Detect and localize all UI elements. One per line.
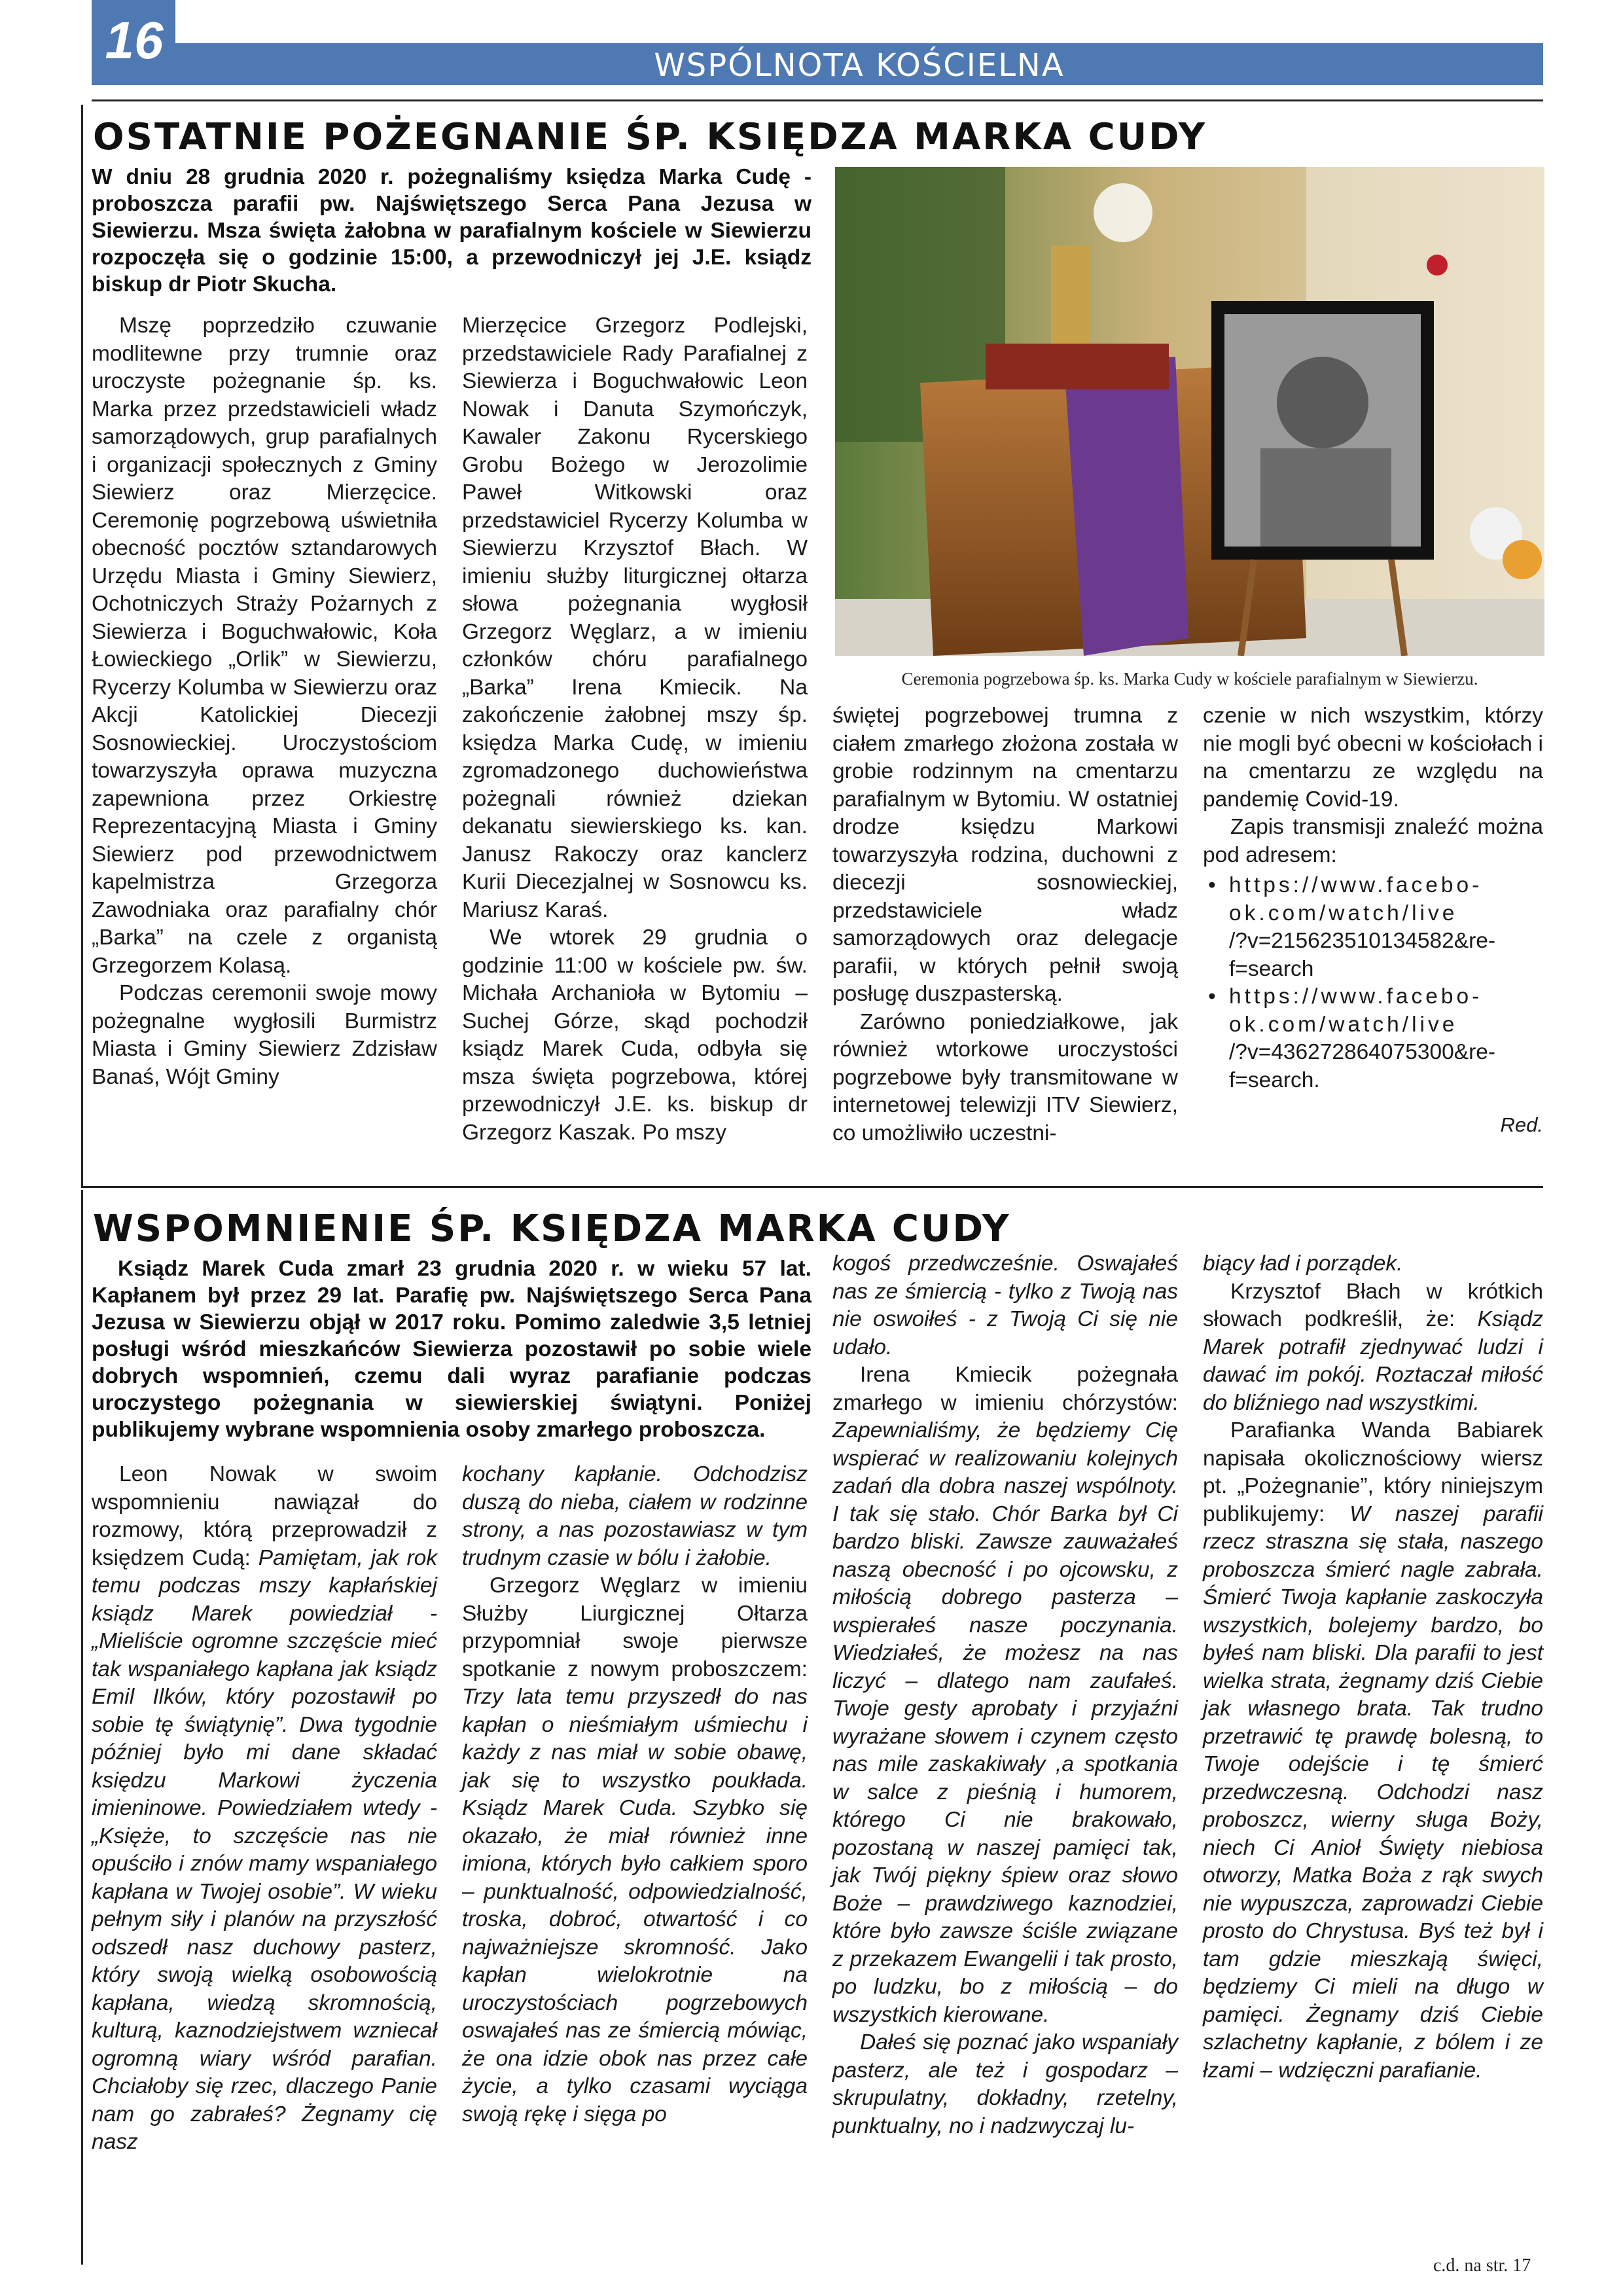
article1-column-1 — [92, 312, 437, 1091]
link1-line-a: • https://www.facebo- — [1229, 873, 1483, 897]
link2-line-c: /?v=436272864075300&re- — [1229, 1040, 1496, 1064]
transmission-link-2[interactable] — [1203, 983, 1543, 1094]
header-underline — [92, 99, 1543, 101]
funeral-photo-illustration — [835, 167, 1544, 656]
poem-pozegnanie: W naszej parafii rzecz straszna się stała, naszego proboszcza śmierć nagle zabrała. Śmierć Twoja kapłanie zaskoczyła wszystkich, bolejemy bardzo, bo byłeś nam bliski. Dla parafii to jest wielka strata, żegnamy dziś Ciebie jak własnego brata. Tak trudno przetrawić tę prawdę bolesną, to Twoje odejście i tę śmierć przedwczesną. Odchodzi nasz proboszcz, wierny sługa Boży, niech Ci Anioł Święty niebiosa otworzy, Matka Boża z rąk swych nie wypuszcza, zaprowadzi Ciebie prosto do Chrystusa. Byś też był i tam gdzie mieszkają święci, będziemy Ci mieli na długo w pamięci. Żegnamy dziś Ciebie szlachetny kapłanie, z bólem i ze łzami – wdzięczni parafianie. — [1203, 1501, 1543, 2083]
krzysztof-blach-quote: Ksiądz Marek potrafił zjednywać ludzi i dawać im pokój. Roztaczał miłość do bliźniego nad wszystkimi. — [1203, 1307, 1543, 1415]
article2-column-3 — [832, 1250, 1178, 2140]
article2-column-4 — [1203, 1250, 1543, 2085]
link1-line-b: ok.com/watch/live — [1229, 901, 1458, 925]
link2-line-d: f=search. — [1229, 1067, 1320, 1092]
wanda-babiarek-intro: Parafianka Wanda Babiarek napisała okolicznościowy wiersz pt. „Pożegnanie”, który niniejszym publikujemy: — [1203, 1418, 1543, 1526]
link1-line-d: f=search — [1229, 956, 1314, 981]
article-separator — [81, 1186, 1543, 1188]
article1-column-2 — [462, 312, 808, 1147]
article2-title: WSPOMNIENIE ŚP. KSIĘDZA MARKA CUDY — [93, 1208, 1011, 1250]
article1-col3-paragraph-2: Zarówno poniedziałkowe, jak również wtorkowe uroczystości pogrzebowe były transmitowane w internetowej telewizji ITV Siewierz, co umożliwiło uczestni- — [832, 1009, 1178, 1145]
article1-col2-paragraph: Mierzęcice Grzegorz Podlejski, przedstawiciele Rady Parafialnej z Siewierza i Boguchwałowic Leon Nowak i Danuta Szymończyk, Kawaler Zakonu Rycerskiego Grobu Bożego w Jerozolimie Paweł Witkowski oraz przedstawiciel Rycerzy Kolumba w Siewierzu Krzysztof Błach. W imieniu służby liturgicznej ołtarza słowa pożegnania wygłosił Grzegorz Węglarz, a w imieniu członków chóru parafialnego „Barka” Irena Kmiecik. Na zakończenie żałobnej mszy śp. księdza Marka Cudę, w imieniu zgromadzonego duchowieństwa pożegnali również dziekan dekanatu siewierskiego ks. kan. Janusz Rakoczy oraz kanclerz Kurii Diecezjalnej w Sosnowcu ks. Mariusz Karaś. — [462, 314, 808, 922]
article1-signature: Red. — [1500, 1113, 1543, 1136]
link1-line-c: /?v=215623510134582&re- — [1229, 929, 1496, 953]
grzegorz-weglarz-quote: Trzy lata temu przyszedł do nas kapłan o nieśmiałym uśmiechu i każdy z nas miał w sobie obawę, jak się to wszystko poukłada. Ksiądz Marek Cuda. Szybko się okazało, że miał również inne imiona, których było całkiem sporo – punktualność, odpowiedzialność, troska, dobroć, otwartość i co najważniejsze skromność. Jako kapłan wielokrotnie na uroczystościach pogrzebowych oswajałeś nas ze śmiercią mówiąc, że ona idzie obok nas przez całe życie, a tylko czasami wyciąga swoją rękę i sięga po — [462, 1685, 808, 2126]
irena-kmiecik-quote: Zapewnialiśmy, że będziemy Cię wspierać w realizowaniu kolejnych zadań dla dobra naszej wspólnoty. I tak się stało. Chór Barka był Ci bardzo bliski. Zawsze zauważałeś naszą obecność i po ojcowsku, z miłością dobrego pasterza – wspierałeś nasze poczynania. Wiedziałeś, że możesz na nas liczyć – dlatego nam zaufałeś. Twoje gesty aprobaty i przyjaźni wyrażane słowem i czynem często nas mile zaskakiwały ,a spotkania w salce z pieśnią i humorem, którego Ci nie brakowało, pozostaną w naszej pamięci tak, jak Twój piękny śpiew oraz słowo Boże – prawdziwego kaznodziei, które było zawsze ściśle związane z przekazem Ewangelii i tak prosto, po ludzku, bo z miłością – do wszystkich kierowane. — [832, 1418, 1178, 2027]
article2-lead: Ksiądz Marek Cuda zmarł 23 grudnia 2020 r. w wieku 57 lat. Kapłanem był przez 29 lat. Parafię pw. Najświętszego Serca Pana Jezusa w Siewierzu objął w 2017 roku. Pomimo zaledwie 3,5 letniej posługi wśród mieszkańców Siewierza pozostawił po sobie wiele dobrych wspomnień, czemu dali wyraz parafianie podczas uroczystego pożegnania w siewierskiej świątyni. Poniżej publikujemy wybrane wspomnienia osoby zmarłego proboszcza. — [92, 1257, 812, 1442]
funeral-photo — [835, 167, 1544, 656]
link2-line-a: • https://www.facebo- — [1229, 984, 1483, 1009]
article2-col4-paragraph — [1203, 1278, 1543, 1418]
grzegorz-weglarz-intro: Grzegorz Węglarz w imieniu Służby Liurgicznej Ołtarza przypomniał swoje pierwsze spotkanie z nowym proboszczem: — [462, 1573, 808, 1681]
article1-left-rule — [81, 105, 83, 1187]
continued-note: c.d. na str. 17 — [1433, 2255, 1531, 2276]
article1-column-4 — [1203, 702, 1543, 1139]
article1-column-3 — [832, 702, 1178, 1147]
article2-col2-paragraph — [462, 1572, 808, 2128]
leon-nowak-intro: Leon Nowak w swoim wspomnieniu nawiązał do rozmowy, którą przeprowadził z księdzem Cudą: — [92, 1462, 437, 1570]
article1-lead: W dniu 28 grudnia 2020 r. pożegnaliśmy księdza Marka Cudę - proboszcza parafii pw. Najświętszego Serca Pana Jezusa w Siewierzu. Msza święta żałobna w parafialnym kościele w Siewierzu rozpoczęła się o godzinie 15:00, a przewodniczył jej J.E. ksiądz biskup dr Piotr Skucha. — [92, 165, 812, 296]
article1-title: OSTATNIE POŻEGNANIE ŚP. KSIĘDZA MARKA CUDY — [93, 116, 1207, 158]
article2-col2-quote-continued: kochany kapłanie. Odchodzisz duszą do nieba, ciałem w rodzinne strony, a nas pozostawiasz w tym trudnym czasie w bólu i żałobie. — [462, 1462, 808, 1570]
link2-line-b: ok.com/watch/live — [1229, 1012, 1458, 1037]
article2-col4-quote-continued: biący ład i porządek. — [1203, 1251, 1403, 1276]
section-title: WSPÓLNOTA KOŚCIELNA — [654, 47, 1065, 84]
article2-col3-paragraph — [832, 1361, 1178, 2029]
transmission-link-1[interactable] — [1203, 872, 1543, 983]
article2-col4-paragraph-2 — [1203, 1417, 1543, 2085]
article1-col2-paragraph-2: We wtorek 29 grudnia o godzinie 11:00 w kościele pw. św. Michała Archanioła w Bytomiu – Suchej Górze, skąd pochodził ksiądz Marek Cuda, odbyła się msza święta pogrzebowa, której przewodniczył J.E. ks. biskup dr Grzegorz Kaszak. Po mszy — [462, 925, 808, 1145]
transmission-links — [1203, 872, 1543, 1094]
leon-nowak-quote: Pamiętam, jak rok temu podczas mszy kapłańskiej ksiądz Marek powiedział - „Mieliście ogromne szczęście mieć tak wspaniałego kapłana jak ksiądz Emil Ilków, który pozostawił po sobie tę świątynię”. Dwa tygodnie później było mi dane składać księdzu Markowi życzenia imieninowe. Powiedziałem wtedy - „Księże, to szczęście nas nie opuściło i znów mamy wspaniałego kapłana w Twojej osobie”. W wieku pełnym siły i planów na przyszłość odszedł nasz duchowy pasterz, który swoją wielką osobowością kapłana, wiedzą skromnością, kulturą, kaznodziejstwem wzniecał ogromną wiary wśród parafian. Chciałoby się rzec, dlaczego Panie nam go zabrałeś? Żegnamy cię nasz — [92, 1545, 437, 2154]
krzysztof-blach-intro: Krzysztof Błach w krótkich słowach podkreślił, że: — [1203, 1279, 1543, 1331]
article2-column-2 — [462, 1461, 808, 2128]
article1-col4-paragraph: czenie w nich wszystkim, którzy nie mogli być obecni w kościołach i na cmentarzu ze względu na pandemię Covid-19. — [1203, 704, 1543, 812]
article1-col1-paragraph-2: Podczas ceremonii swoje mowy pożegnalne wygłosili Burmistrz Miasta i Gminy Siewierz Zdzisław Banaś, Wójt Gminy — [92, 981, 437, 1089]
photo-caption: Ceremonia pogrzebowa śp. ks. Marka Cudy w kościele parafialnym w Siewierzu. — [901, 669, 1478, 689]
irena-kmiecik-intro: Irena Kmiecik pożegnała zmarłego w imieniu chórzystów: — [832, 1363, 1178, 1415]
article1-col3-paragraph: świętej pogrzebowej trumna z ciałem zmarłego złożona została w grobie rodzinnym na cmentarzu parafialnym w Bytomiu. W ostatniej drodze księdzu Markowi towarzyszyła rodzina, duchowni z diecezji sosnowieckiej, przedstawiciele władz samorządowych oraz delegacje parafii, w których pełnił swoją posługę duszpasterską. — [832, 704, 1178, 1006]
article2-col3-quote-continued: kogoś przedwcześnie. Oswajałeś nas ze śmiercią - tylko z Twoją nas nie oswoiłeś - z Twoją Ci się nie udało. — [832, 1251, 1178, 1359]
article2-column-1 — [92, 1461, 437, 2157]
article1-col4-paragraph-2: Zapis transmisji znaleźć można pod adresem: — [1203, 815, 1543, 867]
article2-left-rule — [81, 1190, 83, 2265]
article2-col1-paragraph — [92, 1461, 437, 2157]
article1-col1-paragraph: Mszę poprzedziło czuwanie modlitewne przy trumnie oraz uroczyste pożegnanie śp. ks. Marka przez przedstawicieli władz samorządowych, grup parafialnych i organizacji społecznych z Gminy Siewierz oraz Mierzęcice. Ceremonię pogrzebową uświetniła obecność pocztów sztandarowych Urzędu Miasta i Gminy Siewierz, Ochotniczych Straży Pożarnych z Siewierza i Boguchwałowic, Koła Łowieckiego „Orlik” w Siewierzu, Rycerzy Kolumba w Siewierzu oraz Akcji Katolickiej Diecezji Sosnowieckiej. Uroczystościom towarzyszyła oprawa muzyczna zapewniona przez Orkiestrę Reprezentacyjną Miasta i Gminy Siewierz pod przewodnictwem kapelmistrza Grzegorza Zawodniaka oraz parafialny chór „Barka” na czele z organistą Grzegorzem Kolasą. — [92, 314, 437, 978]
page-number: 16 — [105, 11, 164, 69]
article2-col3-quote-3: Dałeś się poznać jako wspaniały pasterz, ale też i gospodarz – skrupulatny, dokładny, rzetelny, punktualny, no i nadzwyczaj lu- — [832, 2030, 1178, 2138]
